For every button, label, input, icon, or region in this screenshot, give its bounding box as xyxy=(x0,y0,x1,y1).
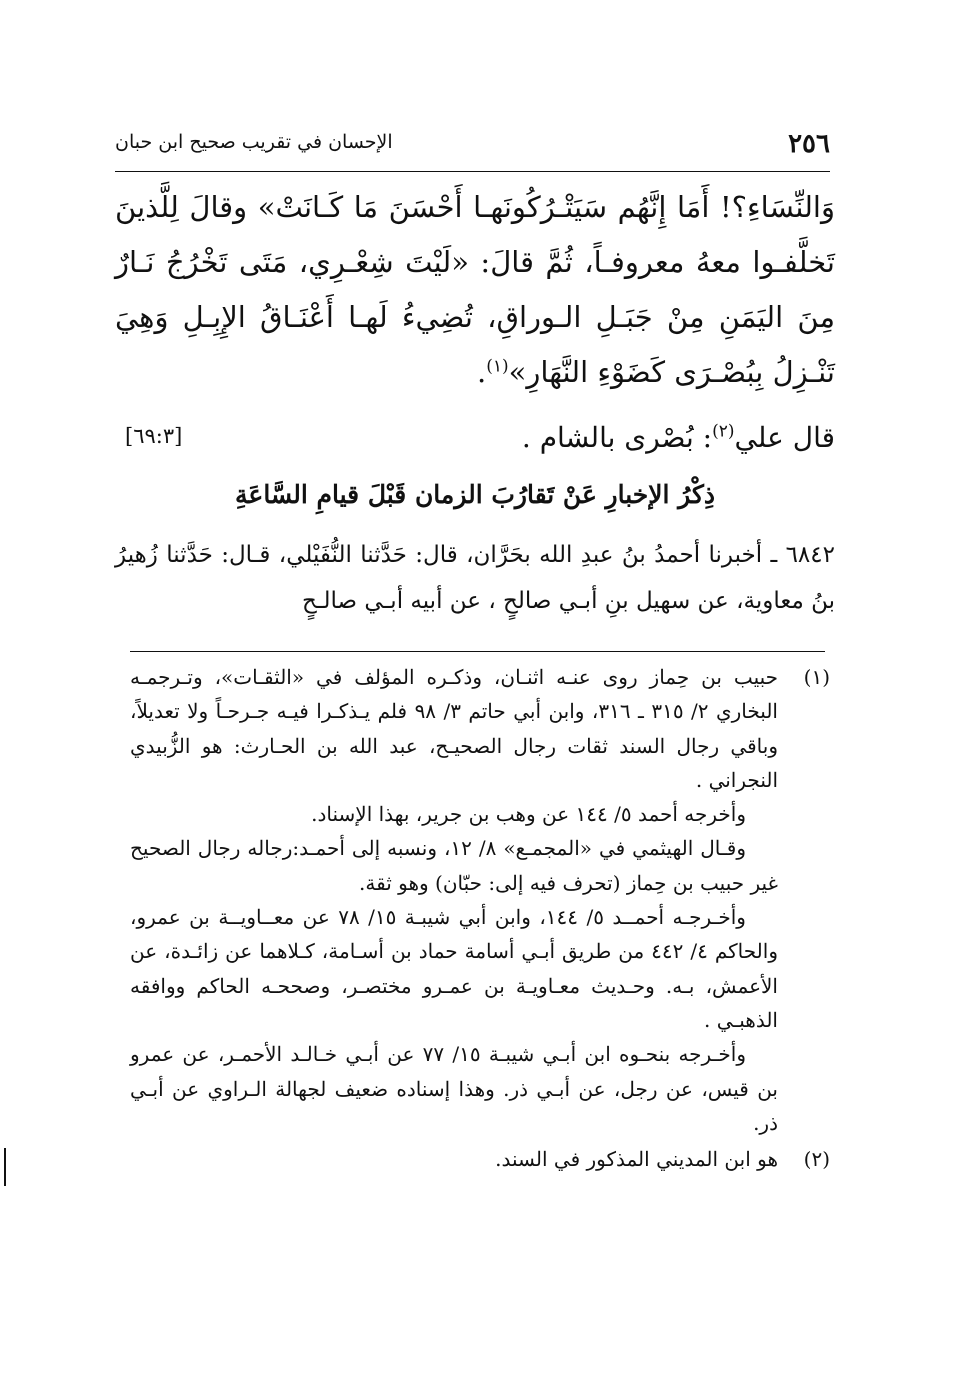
margin-mark xyxy=(4,1148,6,1186)
footnote-paragraph: وأخـرجـه أحمــد ٥/ ١٤٤، وابن أبي شيبـة ١٥/ ٧٨ عن معــاويــة بن عمرو، والحاكم ٤/ ٤٤٢ من طريق أبـي أسامة حماد بن أسـامة، كـلاهما عن زائـدة، عن الأعمش، بـه. وحـديث معـاويـة بن عمـرو مختصـر، وصححـه الحاكم ووافقه الذهبـي . xyxy=(130,905,778,1032)
footnote-1 xyxy=(130,660,830,1140)
note-speaker: قال علي xyxy=(734,421,835,454)
volume-reference: [٦٩:٣] xyxy=(125,424,183,448)
page-header xyxy=(115,125,830,165)
chapter-heading: ذِكْرُ الإخبارِ عَنْ تَقارُبَ الزمان قَبْلَ قيامِ السَّاعَةِ xyxy=(235,480,715,509)
editor-note xyxy=(115,418,835,458)
footnote-paragraph: هو ابن المديني المذكور في السند. xyxy=(495,1147,778,1172)
footnote-paragraph: وأخرجه أحمد ٥/ ١٤٤ عن وهب بن جرير، بهذا الإسناد. xyxy=(311,802,746,827)
footnote-2 xyxy=(130,1142,830,1176)
footnote-marker-2[interactable]: (٢) xyxy=(712,421,735,442)
main-text-body: وَالنِّسَاءِ؟! أَمَا إِنَّهُم سَيَتْـرُكُونَهـا أَحْسَنَ مَا كَـانَتْ» وقالَ لِلَّذينَ تَخلَّفـوا معهُ معروفـاً، ثُمَّ قالَ: «لَيْتَ شِعْـرِي، مَتَى تَخْرُجُ نَـارٌ مِنَ اليَمَنِ مِنْ جَبَـلِ الـوراقِ، تُضِيءُ لَهـا أَعْنَـاقُ الإِبِـلِ وَهِيَ تَنْـزِلُ بِبُصْـرَى كَضَوْءِ النَّهَارِ» xyxy=(115,190,835,389)
footnote-number: (١) xyxy=(803,665,830,689)
footnote-number: (٢) xyxy=(803,1147,830,1172)
footnote-paragraph: وقـال الهيثمي في «المجمـع» ٨/ ١٢، ونسبه إلى أحمـد:رجاله رجال الصحيح غير حبيب بن حِماز (تحرف فيه إلى: حبّان) وهو ثقة. xyxy=(130,836,778,895)
footnotes-section xyxy=(130,660,830,1176)
header-divider xyxy=(115,171,830,172)
footnote-marker-1[interactable]: (١) xyxy=(486,356,509,377)
footnote-paragraph: حبيب بن حِماز روى عنـه اثنـان، وذكـره المؤلف في «الثقـات»، وتـرجمـه البخاري ٢/ ٣١٥ ـ ٣١٦، وابن أبي حاتم ٣/ ٩٨ فلم يـذكـرا فيـه جـرحـاً ولا تعديلاً، وباقي رجال السند ثقات رجال الصحيـح، عبد الله بن الحـارث: هو الزُّبيدي النجراني . xyxy=(130,665,778,792)
footnote-divider xyxy=(130,651,825,652)
main-text-end: . xyxy=(476,355,487,389)
running-title: الإحسان في تقريب صحيح ابن حبان xyxy=(115,131,393,153)
main-text-block xyxy=(115,180,835,400)
note-body: : بُصْرى بالشام . xyxy=(521,421,713,454)
note-text xyxy=(522,418,835,458)
page-number: ٢٥٦ xyxy=(788,129,830,159)
footnote-paragraph: وأخـرجه بنحـوه ابن أبـي شيبـة ١٥/ ٧٧ عن أبـي خـالـد الأحمـر، عن عمرو بن قيس، عن رجل، عن أبـي ذر. وهذا إسناده ضعيف لجهالة الـراوي عن أبـي ذر. xyxy=(130,1042,778,1135)
hadith-text: ٦٨٤٢ ـ أخبرنا أحمدُ بنُ عبدِ الله بحَرَّان، قال: حَدَّثنا النُّفَيْلي، قـال: حَدَّثنا زُهيرُ بنُ معاوية، عن سهيل بنِ أبـي صالحٍ ، عن أبيه أبـي صالـحٍ xyxy=(115,542,835,614)
